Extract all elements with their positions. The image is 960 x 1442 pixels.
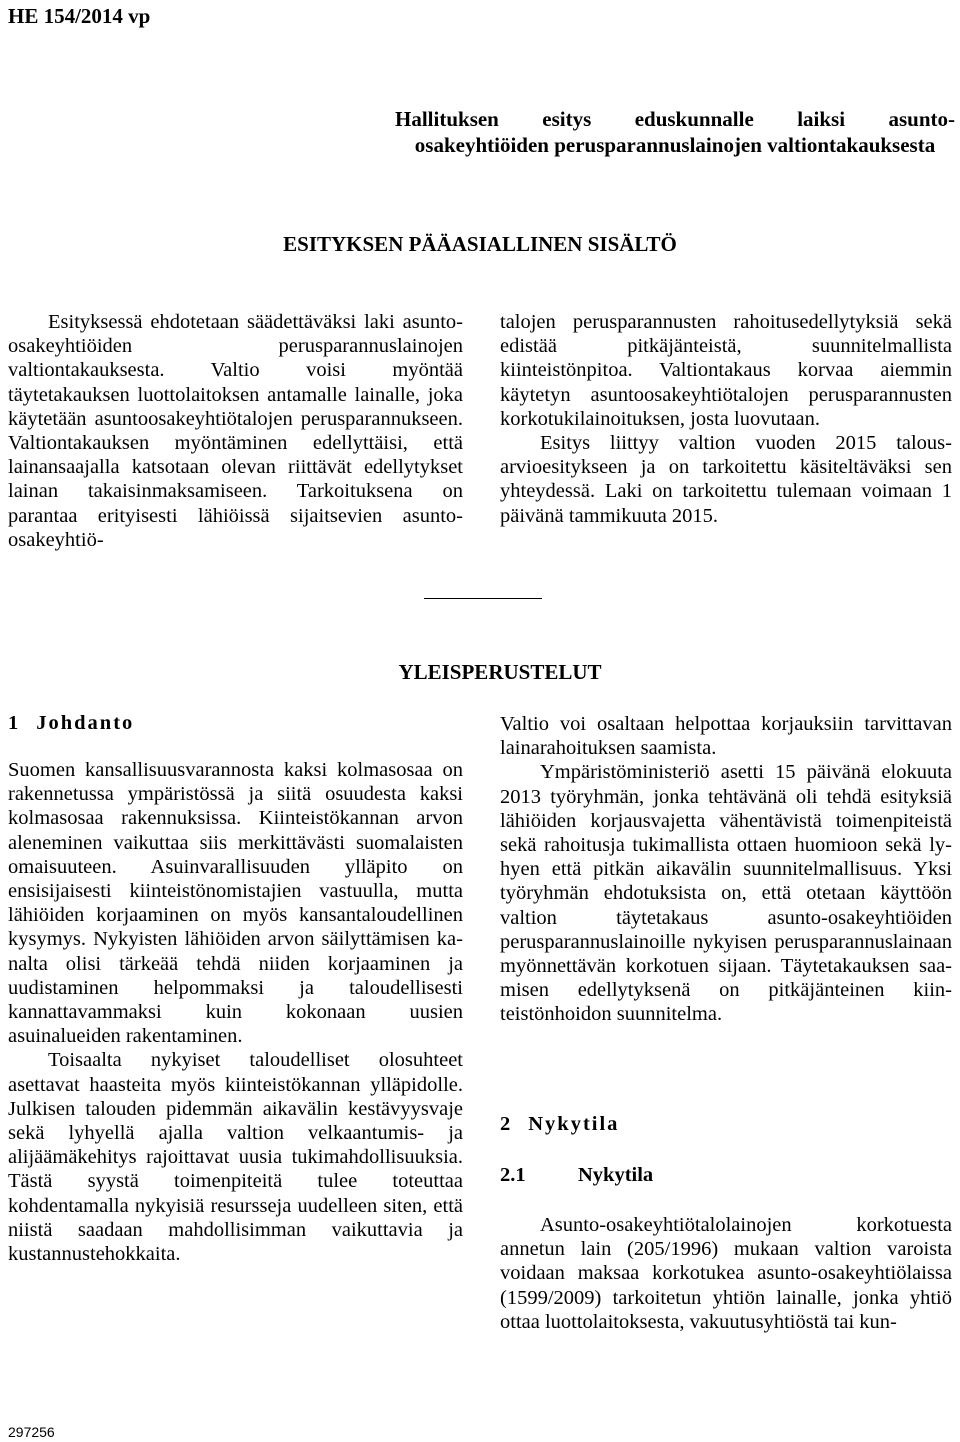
summary-paragraph-right-1: talojen perusparannusten rahoitusedellytyksiä sekä edistää pitkäjänteistä, suunnitelmallista kiinteistönpitoa. Valtiontakaus korvaa aiemmin käytetyn asuntoosakeyhtiötalojen perusparannusten korkotukilainoituksen, josta luovutaan. [500, 311, 952, 430]
section-2-title: Nykytila [528, 1113, 620, 1135]
title-line-1: Hallituksen esitys eduskunnalle laiksi asunto- [395, 107, 955, 131]
summary-right-column [500, 310, 952, 528]
general-heading: YLEISPERUSTELUT [398, 660, 602, 684]
section-1-title: Johdanto [36, 712, 135, 734]
section-2-1-title: Nykytila [578, 1164, 654, 1186]
section-1-number: 1 [8, 712, 19, 734]
summary-left-column [8, 310, 463, 552]
body-paragraph-right-2: Ympäristöministeriö asetti 15 päivänä elokuuta 2013 työryhmän, jonka tehtävänä oli tehdä esityksiä lähiöiden korjausvajetta vähentävistä toimenpiteistä sekä rahoitusja tukimallista ottaen huomioon sekä lyhyen että pitkän aikavälin suunnitelmallisuus. Yksi työryhmän ehdotuksista on, että otetaan käyttöön valtion täytetakaus asunto-osakeyhtiöiden perusparannuslainoille nykyisen perusparannuslainaan myönnettävän korkotuen sijaan. Täytetakauksen saamisen edellytyksenä on pitkäjänteinen kiinteistönhoidon suunnitelma. [500, 761, 952, 1026]
body-right-column-lower [500, 1213, 952, 1334]
section-1-heading [8, 712, 134, 735]
summary-heading: ESITYKSEN PÄÄASIALLINEN SISÄLTÖ [283, 232, 677, 256]
section-2-number: 2 [500, 1113, 511, 1135]
body-paragraph-left-2: Toisaalta nykyiset taloudelliset olosuhteet asettavat haasteita myös kiinteistökannan ylläpidolle. Julkisen talouden pidemmän aikavälin kestävyysvaje sekä lyhyellä ajalla valtion velkaantumis- ja alijäämäkehitys rajoittavat uusia tukimahdollisuuksia. Tästä syystä toimenpiteitä tulee toteuttaa kohdentamalla nykyisiä resursseja uudelleen siten, että niistä saadaan mahdollisimman vaikuttavia ja kustannustehokkaita. [8, 1049, 463, 1266]
footer-code: 297256 [8, 1424, 55, 1440]
body-left-column [8, 758, 463, 1266]
body-paragraph-left-1: Suomen kansallisuusvarannosta kaksi kolmasosaa on rakennetussa ympäristössä ja siitä osuudesta kaksi kolmasosaa rakennuksissa. Kiinteistökannan arvon aleneminen vaikuttaa siis merkittävästi suomalaisten omaisuuteen. Asuinvarallisuuden ylläpito on ensisijaisesti kiinteistönomistajien vastuulla, mutta lähiöiden korjaaminen on myös kansantaloudellinen kysymys. Nykyisten lähiöiden arvon säilyttämisen kanalta olisi tärkeää tehdä niiden korjaaminen ja uudistaminen helpommaksi ja taloudellisesti kannattavammaksi kuin kokonaan uusien asuinalueiden rakentaminen. [8, 759, 463, 1048]
section-2-heading [500, 1113, 619, 1136]
section-2-1-heading [500, 1164, 653, 1187]
document-title [395, 106, 955, 158]
summary-paragraph-left: Esityksessä ehdotetaan säädettäväksi laki asunto-osakeyhtiöiden perusparannuslainojen valtiontakauksesta. Valtio voisi myöntää täytetakauksen luottolaitoksen antamalle lainalle, joka käytetään asuntoosakeyhtiötalojen perusparannukseen. Valtiontakauksen myöntäminen edellyttäisi, että lainansaajalla katsotaan olevan riittävät edellytykset lainan takaisinmaksamiseen. Tarkoituksena on parantaa erityisesti lähiöissä sijaitsevien asunto-osakeyhtiö- [8, 311, 463, 551]
summary-paragraph-right-2: Esitys liittyy valtion vuoden 2015 talousarvioesitykseen ja on tarkoitettu käsiteltäväksi sen yhteydessä. Laki on tarkoitettu tulemaan voimaan 1 päivänä tammikuuta 2015. [500, 432, 952, 527]
body-paragraph-right-1: Valtio voi osaltaan helpottaa korjauksiin tarvittavan lainarahoituksen saamista. [500, 713, 952, 760]
title-line-2: osakeyhtiöiden perusparannuslainojen valtiontakauksesta [414, 133, 936, 157]
body-right-column [500, 712, 952, 1027]
document-number: HE 154/2014 vp [8, 4, 151, 28]
section-2-1-number: 2.1 [500, 1164, 526, 1186]
separator-rule [424, 598, 542, 599]
body-paragraph-right-3: Asunto-osakeyhtiötalolainojen korkotuesta annetun lain (205/1996) mukaan valtion varoista voidaan maksaa korkotukea asunto-osakeyhtiölaissa (1599/2009) tarkoitetun yhtiön lainalle, jonka yhtiö ottaa luottolaitoksesta, vakuutusyhtiöstä tai kun- [500, 1214, 952, 1333]
